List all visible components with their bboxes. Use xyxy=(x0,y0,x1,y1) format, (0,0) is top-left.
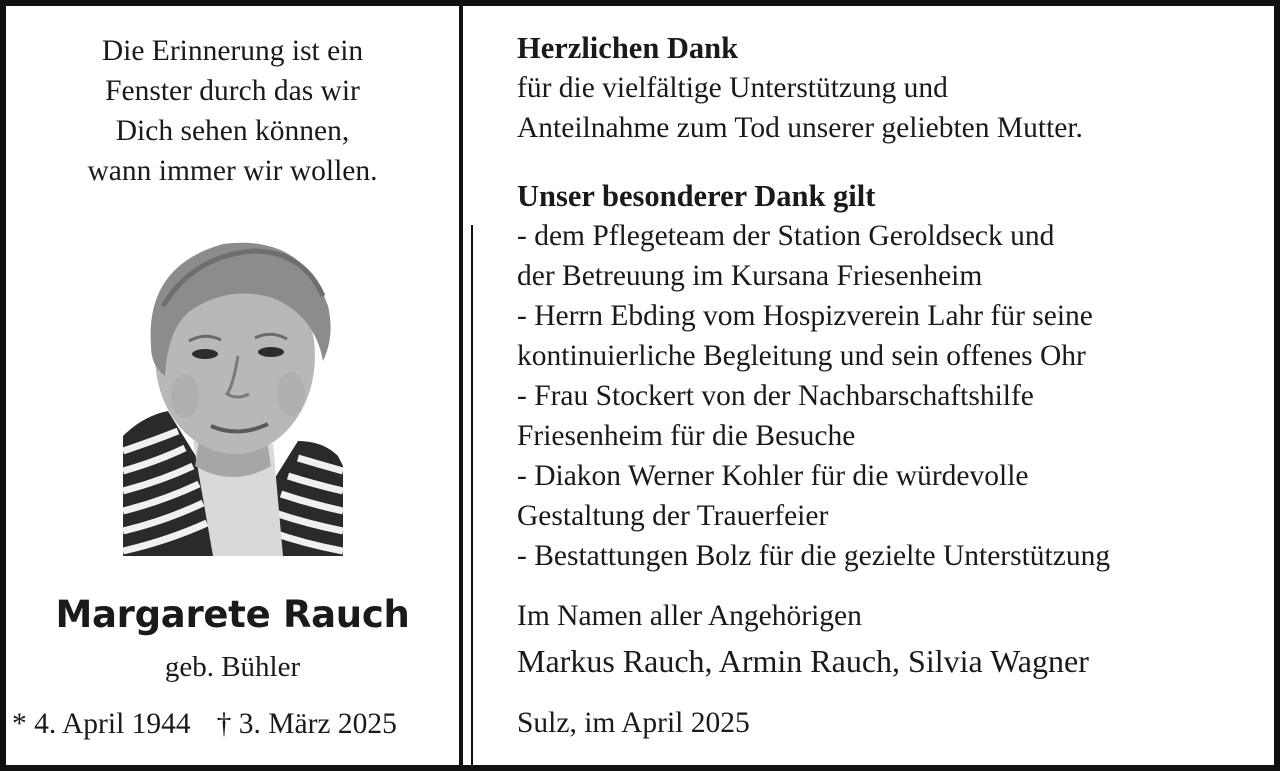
death-date: † 3. März 2025 xyxy=(216,708,397,740)
place-date: Sulz, im April 2025 xyxy=(517,707,750,739)
quote-line: wann immer wir wollen. xyxy=(87,155,378,187)
special-thanks-line: - Diakon Werner Kohler für die würdevolle xyxy=(517,460,1029,492)
special-thanks-line: - Frau Stockert von der Nachbarschaftshilfe xyxy=(517,380,1034,412)
left-eye xyxy=(192,349,218,359)
right-eye xyxy=(258,347,284,357)
birth-name: geb. Bühler xyxy=(164,651,301,683)
memorial-column xyxy=(6,6,459,765)
special-thanks-block xyxy=(517,176,1110,576)
thanks-block xyxy=(517,28,1083,148)
closing-intro: Im Namen aller Angehörigen xyxy=(517,600,862,632)
thanks-line: Anteilnahme zum Tod unserer geliebten Mutter. xyxy=(517,112,1083,144)
special-thanks-line: der Betreuung im Kursana Friesenheim xyxy=(517,260,983,292)
portrait-photo xyxy=(123,226,343,556)
special-thanks-line: kontinuierliche Begleitung und sein offenes Ohr xyxy=(517,340,1086,372)
signers: Markus Rauch, Armin Rauch, Silvia Wagner xyxy=(517,643,1089,679)
birth-date: * 4. April 1944 xyxy=(12,708,191,740)
special-thanks-line: Friesenheim für die Besuche xyxy=(517,420,856,452)
deceased-name: Margarete Rauch xyxy=(55,593,410,636)
quote-line: Die Erinnerung ist ein xyxy=(101,35,364,67)
special-thanks-line: - Herrn Ebding vom Hospizverein Lahr für seine xyxy=(517,300,1093,332)
special-thanks-line: - Bestattungen Bolz für die gezielte Unterstützung xyxy=(517,540,1111,572)
quote-line: Dich sehen können, xyxy=(115,115,350,147)
column-divider-secondary xyxy=(471,225,473,771)
column-divider xyxy=(459,0,463,771)
thanks-heading: Herzlichen Dank xyxy=(517,31,739,65)
special-thanks-line: Gestaltung der Trauerfeier xyxy=(517,500,829,532)
memorial-quote xyxy=(6,31,459,191)
special-thanks-line: - dem Pflegeteam der Station Geroldseck und xyxy=(517,220,1055,252)
life-dates xyxy=(12,706,457,742)
special-thanks-heading: Unser besonderer Dank gilt xyxy=(517,179,876,213)
quote-line: Fenster durch das wir xyxy=(105,75,360,107)
thanks-line: für die vielfältige Unterstützung und xyxy=(517,72,948,104)
